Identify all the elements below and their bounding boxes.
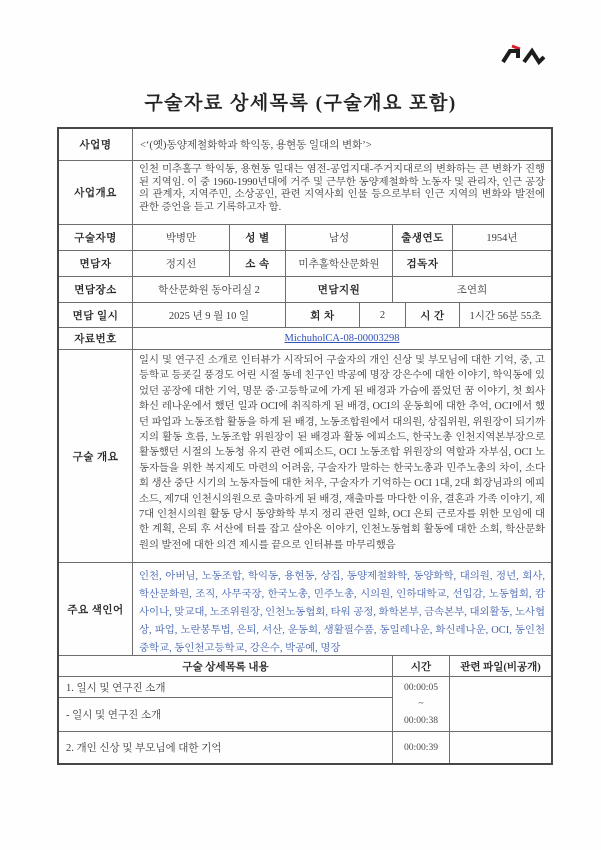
- row-summary: [59, 349, 551, 562]
- narrator-name: 박병만: [132, 225, 229, 250]
- time-separator: ~: [418, 698, 424, 710]
- detail-time-2: 00:00:39: [392, 732, 449, 763]
- project-name-value: <‘(옛)동양제철화학과 학익동, 용현동 일대의 변화’>: [132, 129, 551, 160]
- session-label: 회 차: [285, 303, 359, 327]
- detail-time-header: 시간: [392, 656, 449, 676]
- row-project-name: [59, 129, 551, 160]
- detail-time-range: [392, 677, 449, 731]
- support-value: 조연희: [392, 277, 551, 302]
- keywords-label: 주요 색인어: [67, 604, 124, 616]
- row-narrator: [59, 224, 551, 250]
- detail-file-cell-1: [449, 677, 551, 731]
- record-no-cell: [132, 328, 551, 349]
- row-record-no: [59, 327, 551, 349]
- publisher-logo-icon: [499, 40, 549, 68]
- interviewer-name: 정지선: [132, 251, 229, 276]
- detail-item-1: 1. 일시 및 연구진 소개: [66, 682, 166, 694]
- session-value: 2: [359, 303, 405, 327]
- detail-list-header: [59, 655, 551, 676]
- datetime-value: 2025 년 9 월 10 일: [132, 303, 285, 327]
- row-interview-datetime: [59, 302, 551, 327]
- place-value: 학산문화원 동아리실 2: [132, 277, 285, 302]
- project-overview-label: 사업개요: [74, 188, 117, 199]
- row-interview-place: [59, 276, 551, 302]
- reviewer-value: [452, 251, 551, 276]
- narrator-label: 구술자명: [74, 233, 117, 244]
- summary-label: 구술 개요: [72, 451, 119, 463]
- detail-row-2: [59, 731, 551, 763]
- time-end: 00:00:38: [403, 715, 439, 727]
- row-project-overview: [59, 160, 551, 224]
- detail-group-content: [59, 677, 392, 731]
- record-no-link[interactable]: MichuholCA-08-00003298: [284, 333, 400, 344]
- project-overview-value: 인천 미추홀구 학익동, 용현동 일대는 염전-공업지대-주거지대로의 변화하는 큰 변화가 진행된 지역임. 이 중 1960-1990년대에 거주 및 근무한 동양제철화학 노동자 및 관리자, 인근 공장의 관계자, 지역주민, 소상공인, 관련 지역사회 인물 등으로부터 인근 지역의 변화와 발전에 관한 증언을 듣고 기록하고자 함.: [132, 161, 551, 224]
- interviewer-label: 면담자: [79, 259, 112, 270]
- page-title: 구술자료 상세목록 (구술개요 포함): [144, 93, 457, 114]
- detail-item-2: 2. 개인 신상 및 부모님에 대한 기억: [66, 743, 222, 754]
- gender-value: 남성: [285, 225, 392, 250]
- gender-label: 성 별: [229, 225, 285, 250]
- place-label: 면담장소: [74, 285, 117, 296]
- detail-file-cell-2: [449, 732, 551, 763]
- detail-subitem-1: - 일시 및 연구진 소개: [59, 697, 392, 731]
- row-interviewer: [59, 250, 551, 276]
- birth-year-value: 1954년: [452, 225, 551, 250]
- duration-label: 시 간: [405, 303, 459, 327]
- detail-file-header: 관련 파일(비공개): [449, 656, 551, 676]
- record-no-label: 자료번호: [74, 334, 117, 345]
- row-keywords: [59, 562, 551, 655]
- detail-content-header: 구술 상세목록 내용: [182, 661, 269, 673]
- birth-year-label: 출생연도: [392, 225, 452, 250]
- duration-value: 1시간 56분 55초: [459, 303, 551, 327]
- affiliation-label: 소 속: [229, 251, 285, 276]
- time-start: 00:00:05: [403, 681, 439, 693]
- oral-record-table: [57, 127, 553, 765]
- datetime-label: 면담 일시: [72, 310, 119, 322]
- detail-group-1: [59, 676, 551, 731]
- support-label: 면담지원: [285, 277, 392, 302]
- reviewer-label: 검독자: [392, 251, 452, 276]
- affiliation-value: 미추홀학산문화원: [285, 251, 392, 276]
- keywords-value: 인천, 아버님, 노동조합, 학익동, 용현동, 상집, 동양제철화학, 동양화학, 대의원, 정년, 회사, 학산문화원, 조직, 사무국장, 한국노총, 민주노총, 시의원, 인하대학교, 선입감, 노동협회, 캄사이나, 맞교대, 노조위원장, 인천노동협회, 타워 공정, 화학본부, 금속본부, 대외활동, 노사협상, 파업, 노란봉투법, 은퇴, 서산, 운동회, 생활필수품, 동일레나운, 화신레나운, OCI, 동인천중학교, 동인천고등학교, 강은수, 박공예, 명장: [132, 563, 551, 655]
- summary-value: 일시 및 연구진 소개로 인터뷰가 시작되어 구술자의 개인 신상 및 부모님에 대한 기억, 중, 고등학교 등굣길 풍경도 어린 시절 동네 친구인 박공예 명장 강은수에 대한 이야기, 학익동에 있었던 공장에 대한 기억, 명문 중·고등학교에 가게 된 배경과 가슴에 품었던 꿈 이야기, 첫 회사 화신 레나운에서 했던 일과 OCI에 취직하게 된 배경, OCI의 운동회에 대한 추억, OCI에서 했던 파업과 노동조합 활동을 하게 된 배경, 노동조합원에서 대의원, 상집위원, 위원장이 되기까지의 활동 흐름, 노동조합 위원장이 된 배경과 활동 에피소드, 한국노총 인천지역본부장으로 활동했던 시절의 노동청 유지 관련 에피소드, OCI 노동조합 위원장의 역할과 자부심, OCI 노동자들을 위한 복지제도 마련의 어려움, 구술자가 말하는 한국노총과 민주노총의 차이, 소다회 생산 중단 시기의 노동자들에 대한 처우, 구술자가 기억하는 OCI 1대, 2대 회장님과의 에피소드, 제7대 인천시의원으로 출마하게 된 배경, 재출마를 마다한 이유, 결혼과 가족 이야기, 제7대 인천시의원 활동 당시 동양화학 부지 정리 관련 일화, OCI 은퇴 근로자를 위한 모임에 대한 계획, 은퇴 후 서산에 터를 잡고 살아온 이야기, 인천노동협회 활동에 대한 소회, 학산문화원의 발전에 대한 의견 제시를 끝으로 인터뷰를 마무리했음: [132, 350, 551, 562]
- project-name-label: 사업명: [79, 140, 112, 151]
